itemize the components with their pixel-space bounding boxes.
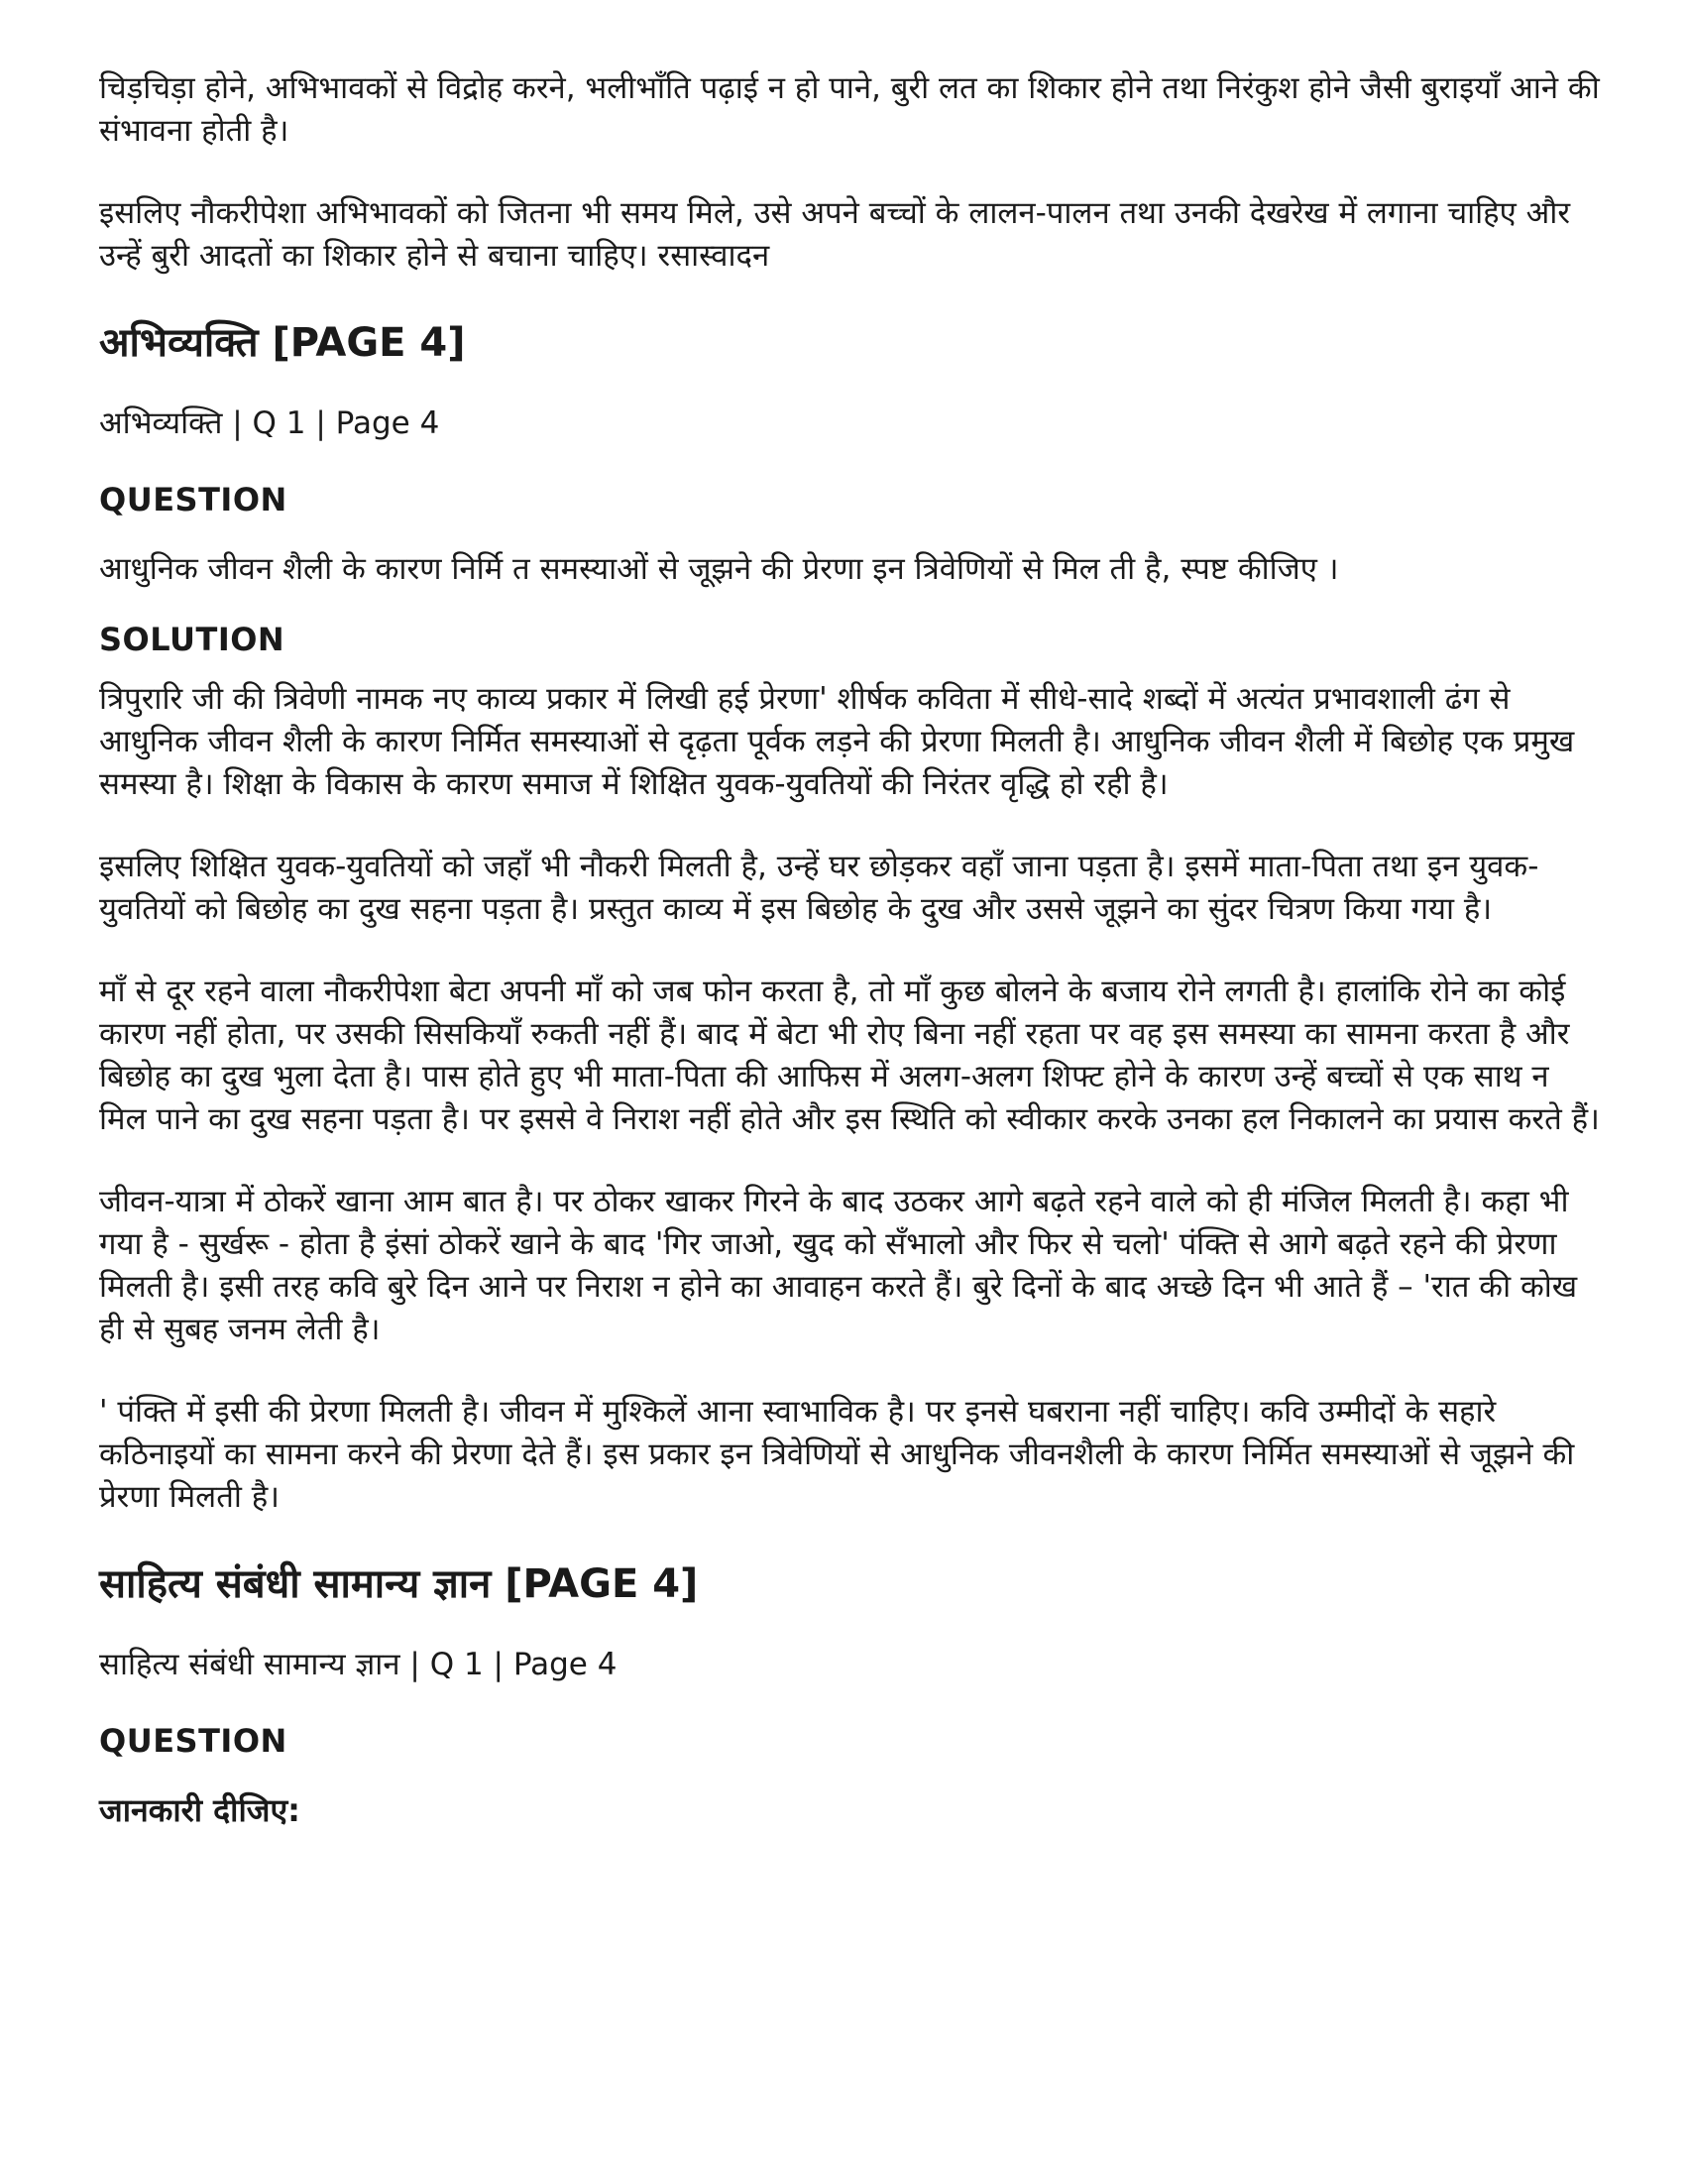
section-title-sahitya: साहित्य संबंधी सामान्य ज्ञान [PAGE 4] [99,1561,699,1607]
question-label: QUESTION [99,1722,287,1760]
intro-paragraph-1: चिड़चिड़ा होने, अभिभावकों से विद्रोह करने, भलीभाँति पढ़ाई न हो पाने, बुरी लत का शिकार होने तथा निरंकुश होने जैसी बुराइयाँ आने की संभावना होती है। [99,70,1600,149]
document-page [99,67,1606,1831]
question-meta: अभिव्यक्ति | Q 1 | Page 4 [99,405,440,441]
solution-paragraph: त्रिपुरारि जी की त्रिवेणी नामक नए काव्य प्रकार में लिखी हई प्रेरणा' शीर्षक कविता में सीधे-सादे शब्दों में अत्यंत प्रभावशाली ढंग से आधुनिक जीवन शैली के कारण निर्मित समस्याओं से दृढ़ता पूर्वक लड़ने की प्रेरणा मिलती है। आधुनिक जीवन शैली में बिछोह एक प्रमुख समस्या है। शिक्षा के विकास के कारण समाज में शिक्षित युवक-युवतियों की निरंतर वृद्धि हो रही है। [99,681,1575,802]
intro-paragraph-2: इसलिए नौकरीपेशा अभिभावकों को जितना भी समय मिले, उसे अपने बच्चों के लालन-पालन तथा उनकी देखरेख में लगाना चाहिए और उन्हें बुरी आदतों का शिकार होने से बचाना चाहिए। रसास्वादन [99,195,1571,274]
question-meta: साहित्य संबंधी सामान्य ज्ञान | Q 1 | Page 4 [99,1647,618,1682]
section-title-abhivyakti: अभिव्यक्ति [PAGE 4] [99,320,466,366]
solution-paragraph: इसलिए शिक्षित युवक-युवतियों को जहाँ भी नौकरी मिलती है, उन्हें घर छोड़कर वहाँ जाना पड़ता है। इसमें माता-पिता तथा इन युवक-युवतियों को बिछोह का दुख सहना पड़ता है। प्रस्तुत काव्य में इस बिछोह के दुख और उससे जूझने का सुंदर चित्रण किया गया है। [99,849,1539,927]
solution-paragraph: माँ से दूर रहने वाला नौकरीपेशा बेटा अपनी माँ को जब फोन करता है, तो माँ कुछ बोलने के बजाय रोने लगती है। हालांकि रोने का कोई कारण नहीं होता, पर उसकी सिसकियाँ रुकती नहीं हैं। बाद में बेटा भी रोए बिना नहीं रहता पर वह इस समस्या का सामना करता है और बिछोह का दुख भुला देता है। पास होते हुए भी माता-पिता की आफिस में अलग-अलग शिफ्ट होने के कारण उन्हें बच्चों से एक साथ न मिल पाने का दुख सहना पड़ता है। पर इससे वे निराश नहीं होते और इस स्थिति को स्वीकार करके उनका हल निकालने का प्रयास करते हैं। [99,974,1600,1137]
solution-paragraph: जीवन-यात्रा में ठोकरें खाना आम बात है। पर ठोकर खाकर गिरने के बाद उठकर आगे बढ़ते रहने वाले को ही मंजिल मिलती है। कहा भी गया है - सुर्खरू - होता है इंसां ठोकरें खाने के बाद 'गिर जाओ, खुद को सँभालो और फिर से चलो' पंक्ति से आगे बढ़ते रहने की प्रेरणा मिलती है। इसी तरह कवि बुरे दिन आने पर निराश न होने का आवाहन करते हैं। बुरे दिनों के बाद अच्छे दिन भी आते हैं – 'रात की कोख ही से सुबह जनम लेती है। [99,1184,1578,1347]
solution-label: SOLUTION [99,621,285,658]
question-text-bold: जानकारी दीजिए: [99,1791,300,1829]
question-text: आधुनिक जीवन शैली के कारण निर्मि त समस्याओं से जूझने की प्रेरणा इन त्रिवेणियों से मिल ती है, स्पष्ट कीजिए । [99,551,1339,587]
solution-paragraph: ' पंक्ति में इसी की प्रेरणा मिलती है। जीवन में मुश्किलें आना स्वाभाविक है। पर इनसे घबराना नहीं चाहिए। कवि उम्मीदों के सहारे कठिनाइयों का सामना करने की प्रेरणा देते हैं। इस प्रकार इन त्रिवेणियों से आधुनिक जीवनशैली के कारण निर्मित समस्याओं से जूझने की प्रेरणा मिलती है। [99,1394,1575,1515]
question-label: QUESTION [99,481,287,518]
